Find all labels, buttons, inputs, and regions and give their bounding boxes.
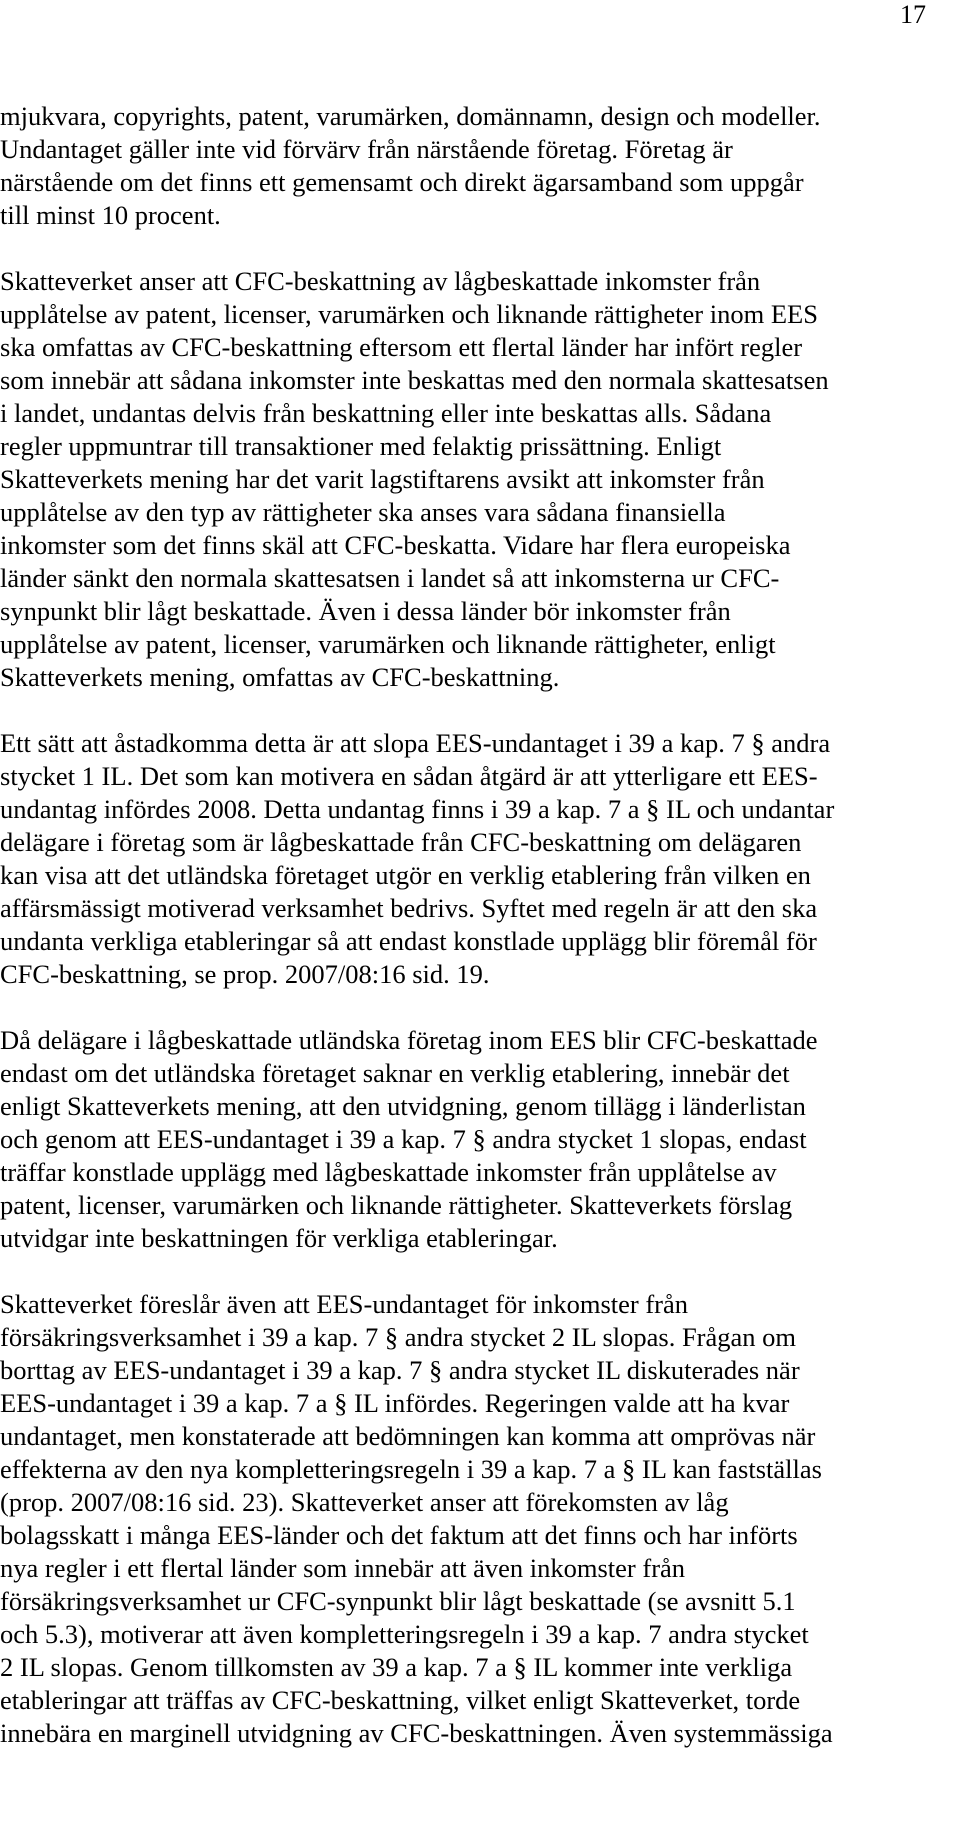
text-line: Då delägare i lågbeskattade utländska företag inom EES blir CFC-beskattade [0, 1025, 818, 1055]
paragraph-spacer [0, 232, 950, 265]
text-line: närstående om det finns ett gemensamt och direkt ägarsamband som uppgår [0, 167, 804, 197]
text-line: länder sänkt den normala skattesatsen i landet så att inkomsterna ur CFC- [0, 563, 780, 593]
paragraph-3 [0, 727, 950, 991]
text-line: Skatteverkets mening har det varit lagstiftarens avsikt att inkomster från [0, 464, 765, 494]
text-line: upplåtelse av patent, licenser, varumärken och liknande rättigheter, enligt [0, 629, 776, 659]
text-line: och 5.3), motiverar att även kompletteringsregeln i 39 a kap. 7 andra stycket [0, 1619, 809, 1649]
paragraph-spacer [0, 694, 950, 727]
text-line: försäkringsverksamhet i 39 a kap. 7 § andra stycket 2 IL slopas. Frågan om [0, 1322, 797, 1352]
text-line: undanta verkliga etableringar så att endast konstlade upplägg blir föremål för [0, 926, 817, 956]
text-line: undantaget, men konstaterade att bedömningen kan komma att omprövas när [0, 1421, 816, 1451]
text-line: (prop. 2007/08:16 sid. 23). Skatteverket anser att förekomsten av låg [0, 1487, 729, 1517]
text-line: Skatteverkets mening, omfattas av CFC-beskattning. [0, 662, 560, 692]
text-line: och genom att EES-undantaget i 39 a kap. 7 § andra stycket 1 slopas, endast [0, 1124, 807, 1154]
text-line: mjukvara, copyrights, patent, varumärken, domännamn, design och modeller. [0, 101, 821, 131]
text-line: som innebär att sådana inkomster inte beskattas med den normala skattesatsen [0, 365, 829, 395]
text-line: innebära en marginell utvidgning av CFC-beskattningen. Även systemmässiga [0, 1718, 833, 1748]
paragraph-spacer [0, 1255, 950, 1288]
text-line: Skatteverket anser att CFC-beskattning av lågbeskattade inkomster från [0, 266, 761, 296]
text-line: endast om det utländska företaget saknar en verklig etablering, innebär det [0, 1058, 790, 1088]
text-line: enligt Skatteverkets mening, att den utvidgning, genom tillägg i länderlistan [0, 1091, 806, 1121]
text-line: träffar konstlade upplägg med lågbeskattade inkomster från upplåtelse av [0, 1157, 777, 1187]
page-number: 17 [900, 0, 926, 29]
text-line: till minst 10 procent. [0, 200, 221, 230]
paragraph-spacer [0, 991, 950, 1024]
text-line: CFC-beskattning, se prop. 2007/08:16 sid. 19. [0, 959, 490, 989]
text-line: stycket 1 IL. Det som kan motivera en sådan åtgärd är att ytterligare ett EES- [0, 761, 818, 791]
text-line: effekterna av den nya kompletteringsregeln i 39 a kap. 7 a § IL kan fastställas [0, 1454, 822, 1484]
text-line: etableringar att träffas av CFC-beskattning, vilket enligt Skatteverket, torde [0, 1685, 801, 1715]
text-line: patent, licenser, varumärken och liknande rättigheter. Skatteverkets förslag [0, 1190, 793, 1220]
text-line: delägare i företag som är lågbeskattade från CFC-beskattning om delägaren [0, 827, 802, 857]
text-line: försäkringsverksamhet ur CFC-synpunkt blir lågt beskattade (se avsnitt 5.1 [0, 1586, 796, 1616]
text-line: bolagsskatt i många EES-länder och det faktum att det finns och har införts [0, 1520, 798, 1550]
text-line: EES-undantaget i 39 a kap. 7 a § IL infördes. Regeringen valde att ha kvar [0, 1388, 790, 1418]
paragraph-2 [0, 265, 950, 694]
text-line: nya regler i ett flertal länder som innebär att även inkomster från [0, 1553, 686, 1583]
text-line: synpunkt blir lågt beskattade. Även i dessa länder bör inkomster från [0, 596, 731, 626]
paragraph-5 [0, 1288, 950, 1750]
text-line: Ett sätt att åstadkomma detta är att slopa EES-undantaget i 39 a kap. 7 § andra [0, 728, 831, 758]
text-line: utvidgar inte beskattningen för verkliga etableringar. [0, 1223, 558, 1253]
text-line: inkomster som det finns skäl att CFC-beskatta. Vidare har flera europeiska [0, 530, 791, 560]
text-line: upplåtelse av patent, licenser, varumärken och liknande rättigheter inom EES [0, 299, 818, 329]
text-line: undantag infördes 2008. Detta undantag finns i 39 a kap. 7 a § IL och undantar [0, 794, 835, 824]
text-line: borttag av EES-undantaget i 39 a kap. 7 § andra stycket IL diskuterades när [0, 1355, 800, 1385]
text-line: i landet, undantas delvis från beskattning eller inte beskattas alls. Sådana [0, 398, 772, 428]
text-line: regler uppmuntrar till transaktioner med felaktig prissättning. Enligt [0, 431, 722, 461]
paragraph-4 [0, 1024, 950, 1255]
text-line: Skatteverket föreslår även att EES-undantaget för inkomster från [0, 1289, 689, 1319]
text-line: Undantaget gäller inte vid förvärv från närstående företag. Företag är [0, 134, 733, 164]
text-line: kan visa att det utländska företaget utgör en verklig etablering från vilken en [0, 860, 811, 890]
paragraph-1 [0, 100, 950, 232]
text-line: 2 IL slopas. Genom tillkomsten av 39 a kap. 7 a § IL kommer inte verkliga [0, 1652, 793, 1682]
document-body [0, 100, 950, 1750]
text-line: upplåtelse av den typ av rättigheter ska anses vara sådana finansiella [0, 497, 726, 527]
text-line: ska omfattas av CFC-beskattning eftersom ett flertal länder har infört regler [0, 332, 803, 362]
text-line: affärsmässigt motiverad verksamhet bedrivs. Syftet med regeln är att den ska [0, 893, 818, 923]
